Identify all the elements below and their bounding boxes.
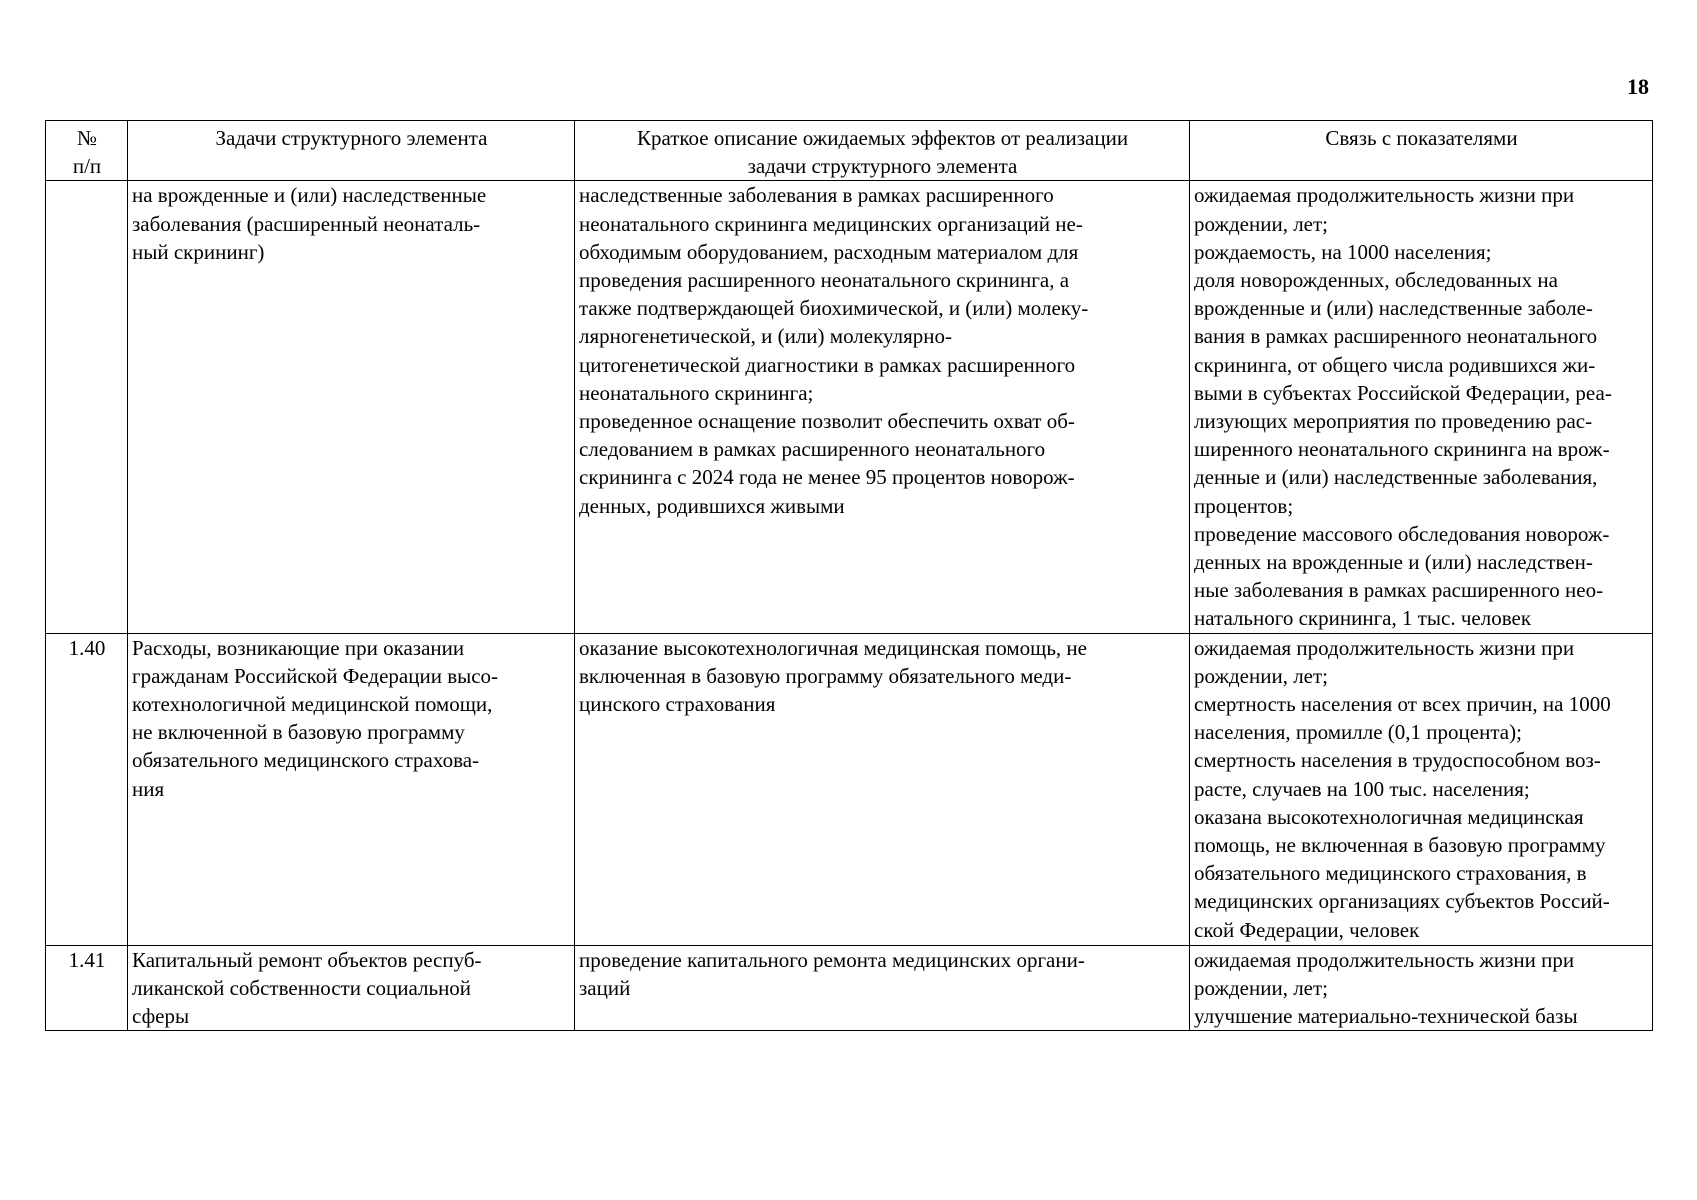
text-line: оказана высокотехнологичная медицинская [1194,804,1584,829]
text-line: рождении, лет; [1194,663,1329,688]
text-line: денные и (или) наследственные заболевания, [1194,465,1598,490]
table-header-row [46,121,1653,181]
effects-cell [575,633,1190,945]
text-line: цитогенетической диагностики в рамках расширенного [579,352,1076,377]
header-line: Задачи структурного элемента [215,126,488,150]
text-line: ный скрининг) [132,239,265,264]
text-line: лярногенетической, и (или) молекулярно- [579,324,952,349]
header-line: № [76,126,98,150]
text-line: проведения расширенного неонатального скрининга, а [579,268,1070,293]
text-line: неонатального скрининга; [579,380,814,405]
text-line: заболевания (расширенный неонаталь- [132,211,481,236]
text-line: рождении, лет; [1194,975,1329,1000]
table-row [46,945,1653,1031]
text-line: сферы [132,1004,190,1029]
page-number: 18 [1627,74,1649,99]
text-line: смертность населения в трудоспособном воз- [1194,748,1601,773]
header-line: п/п [72,154,102,179]
text-line: не включенной в базовую программу [132,720,465,745]
text-line: ширенного неонатального скрининга на врож- [1194,437,1610,462]
text-line: врожденные и (или) наследственные заболе- [1194,296,1593,321]
text-line: ожидаемая продолжительность жизни при [1194,183,1575,208]
text-line: Капитальный ремонт объектов респуб- [132,947,482,972]
header-indicators [1190,121,1653,181]
effects-cell [575,181,1190,633]
text-line: выми в субъектах Российской Федерации, реа- [1194,380,1612,405]
text-line: ные заболевания в рамках расширенного нео- [1194,578,1604,603]
indicators-cell [1190,945,1653,1031]
indicators-cell [1190,633,1653,945]
text-line: процентов; [1194,493,1294,518]
text-line: проведение капитального ремонта медицинских органи- [579,947,1085,972]
text-line: денных на врожденные и (или) наследствен- [1194,550,1593,575]
text-line: котехнологичной медицинской помощи, [132,692,493,717]
text-line: обходимым оборудованием, расходным материалом для [579,239,1079,264]
text-line: на врожденные и (или) наследственные [132,183,487,208]
text-line: населения, промилле (0,1 процента); [1194,720,1522,745]
text-line: гражданам Российской Федерации высо- [132,663,499,688]
text-line: обязательного медицинского страхова- [132,748,480,773]
row-number: 1.41 [46,945,128,1031]
row-number: 1.40 [46,633,128,945]
text-line: неонатального скрининга медицинских организаций не- [579,211,1083,236]
text-line: лизующих мероприятия по проведению рас- [1194,409,1593,434]
text-line: проведенное оснащение позволит обеспечить охват об- [579,409,1075,434]
text-line: скрининга, от общего числа родившихся жи- [1194,352,1596,377]
effects-cell [575,945,1190,1031]
text-line: улучшение материально-технической базы [1194,1004,1578,1029]
text-line: следованием в рамках расширенного неонатального [579,437,1046,462]
text-line: оказание высокотехнологичная медицинская помощь, не [579,635,1087,660]
text-line: ликанской собственности социальной [132,975,472,1000]
indicators-cell [1190,181,1653,633]
header-line: Краткое описание ожидаемых эффектов от реализации [636,126,1129,150]
text-line: натального скрининга, 1 тыс. человек [1194,606,1532,631]
text-line: заций [579,975,631,1000]
text-line: ожидаемая продолжительность жизни при [1194,635,1575,660]
text-line: денных, родившихся живыми [579,493,845,518]
text-line: цинского страхования [579,692,776,717]
text-line: ния [132,776,165,801]
header-effects [575,121,1190,181]
text-line: вания в рамках расширенного неонатального [1194,324,1598,349]
header-number [46,121,128,181]
text-line: ожидаемая продолжительность жизни при [1194,947,1575,972]
text-line: медицинских организациях субъектов Россий- [1194,889,1610,914]
text-line: также подтверждающей биохимической, и (или) молеку- [579,296,1089,321]
table-row [46,181,1653,633]
text-line: включенная в базовую программу обязательного меди- [579,663,1072,688]
header-line: Связь с показателями [1325,126,1518,150]
text-line: рождении, лет; [1194,211,1329,236]
text-line: расте, случаев на 100 тыс. населения; [1194,776,1530,801]
task-cell [128,633,575,945]
text-line: рождаемость, на 1000 населения; [1194,239,1492,264]
task-cell [128,181,575,633]
task-cell [128,945,575,1031]
header-tasks [128,121,575,181]
text-line: помощь, не включенная в базовую программу [1194,833,1606,858]
tasks-table [45,120,1653,1031]
text-line: доля новорожденных, обследованных на [1194,268,1558,293]
text-line: проведение массового обследования новорож- [1194,521,1610,546]
text-line: ской Федерации, человек [1194,917,1420,942]
text-line: смертность населения от всех причин, на 1000 [1194,692,1611,717]
text-line: Расходы, возникающие при оказании [132,635,465,660]
text-line: скрининга с 2024 года не менее 95 процентов новорож- [579,465,1075,490]
table-row [46,633,1653,945]
header-line: задачи структурного элемента [747,154,1018,179]
text-line: наследственные заболевания в рамках расширенного [579,183,1054,208]
row-number [46,181,128,633]
text-line: обязательного медицинского страхования, в [1194,861,1587,886]
